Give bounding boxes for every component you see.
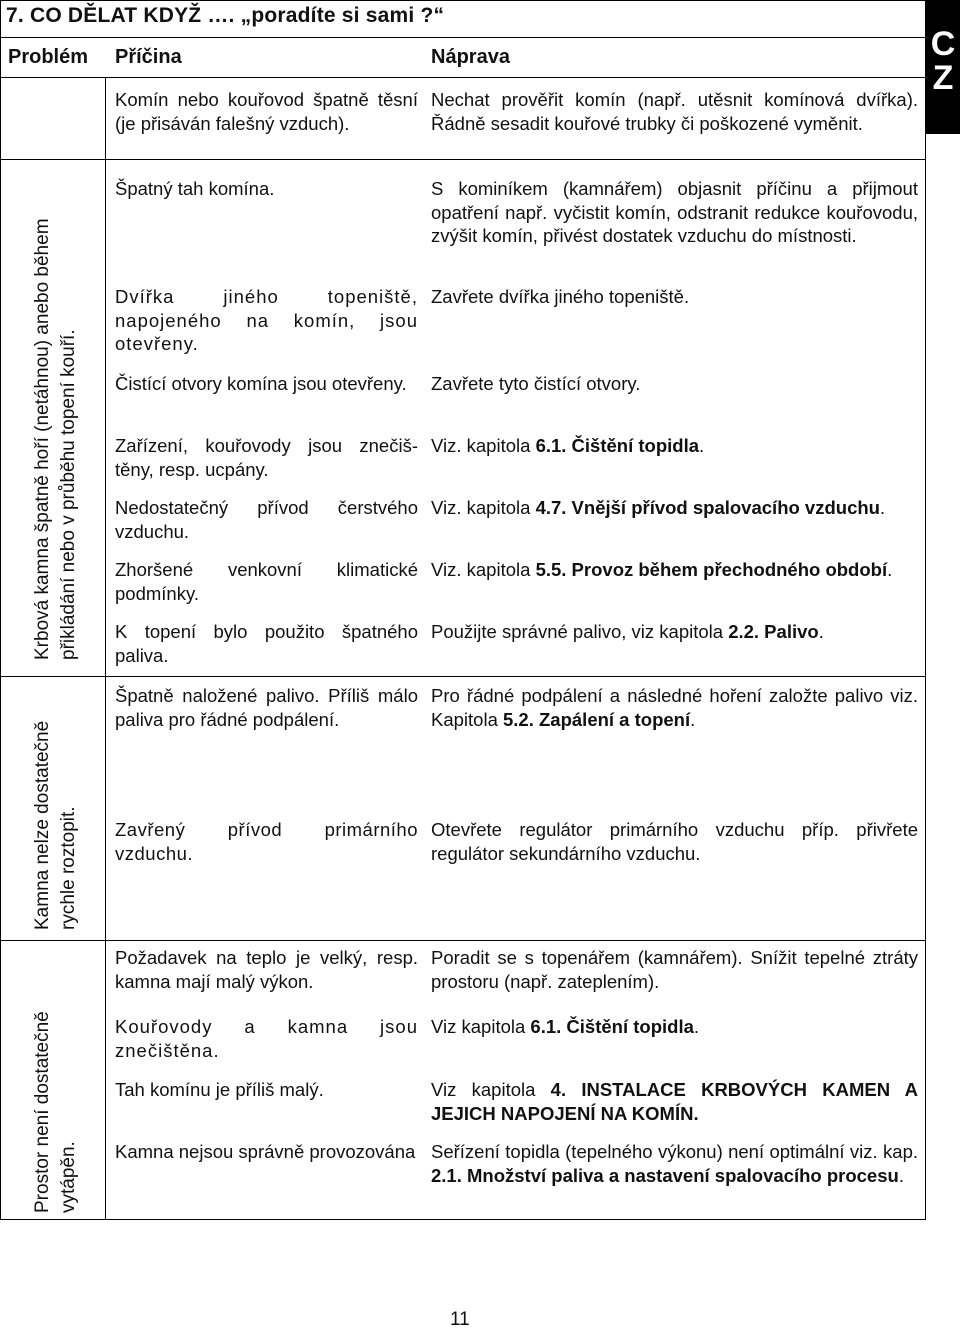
problem-group-line: přikládání nebo v průběhu topení kouří. <box>58 329 79 660</box>
cause-cell: Zařízení, kouřovody jsou znečiš-těny, resp. ucpány. <box>115 435 418 480</box>
remedy-cell <box>431 1140 918 1187</box>
remedy-reference: 2.1. Množství paliva a nastavení spalovacího procesu <box>431 1164 899 1186</box>
row-separator <box>105 676 926 677</box>
header-remedy: Náprava <box>431 46 510 68</box>
problem-group-line: Krbová kamna špatně hoří (netáhnou) anebo během <box>32 218 53 660</box>
remedy-text: . <box>887 559 893 580</box>
remedy-cell <box>431 434 918 458</box>
remedy-text: Otevřete regulátor primárního vzduchu příp. přivřete regulátor sekundárního vzduchu. <box>431 819 918 864</box>
remedy-text: Použijte správné palivo, viz kapitola <box>431 621 729 642</box>
remedy-cell <box>431 946 918 993</box>
cause-cell: Čistící otvory komína jsou otevřeny. <box>115 373 407 394</box>
page-title: 7. CO DĚLAT KDYŽ …. „poradíte si sami ?“ <box>6 4 445 27</box>
header-cause: Příčina <box>115 46 182 68</box>
remedy-text: Nechat prověřit komín (např. utěsnit komínová dvířka). Řádně sesadit kouřové trubky či poškozené vyměnit. <box>431 89 918 134</box>
remedy-text: Viz. kapitola <box>431 497 536 518</box>
remedy-cell <box>431 496 918 520</box>
remedy-reference: 2.2. Palivo <box>728 621 819 642</box>
title-separator <box>0 37 926 38</box>
remedy-text: Viz. kapitola <box>431 559 536 580</box>
problem-group-line: rychle roztopit. <box>58 806 79 930</box>
cause-cell: Kamna nejsou správně provozována <box>115 1141 416 1162</box>
header-separator <box>0 77 926 78</box>
remedy-cell <box>431 620 918 644</box>
remedy-text: . <box>879 497 886 518</box>
cause-cell: Špatný tah komína. <box>115 178 275 199</box>
remedy-text: Pro řádné podpálení a následné hoření založte palivo viz. Kapitola <box>431 685 918 730</box>
cause-cell: Zavřený přívod primárního vzduchu. <box>115 819 418 864</box>
cause-cell: Špatně naložené palivo. Příliš málo paliva pro řádné podpálení. <box>115 685 418 730</box>
remedy-text: S kominíkem (kamnářem) objasnit příčinu a přijmout opatření např. vyčistit komín, odstranit redukce kouřovodu, zvýšit komín, přivést dostatek vzduchu do místnosti. <box>431 178 918 246</box>
remedy-text: Zavřete tyto čistící otvory. <box>431 373 641 394</box>
cause-cell: Komín nebo kouřovod špatně těsní (je přisáván falešný vzduch). <box>115 89 418 134</box>
group-separator-2 <box>0 676 106 677</box>
remedy-text: Zavřete dvířka jiného topeniště. <box>431 286 690 307</box>
remedy-text: . <box>699 435 705 456</box>
remedy-cell <box>431 1015 918 1039</box>
language-tab-letter-2: Z <box>932 59 954 97</box>
cause-cell: K topení bylo použito špatného paliva. <box>115 621 418 666</box>
remedy-text: Seřízení topidla (tepelného výkonu) není optimální viz. kap. <box>431 1141 918 1162</box>
problem-group-insufficient-heat <box>30 985 82 1213</box>
remedy-cell <box>431 88 918 135</box>
remedy-reference: 6.1. Čištění topidla <box>530 1016 694 1037</box>
remedy-reference: 4.7. Vnější přívod spalovacího vzduchu <box>535 497 880 518</box>
remedy-cell <box>431 684 918 731</box>
cause-cell: Dvířka jiného topeniště, napojeného na komín, jsou otevřeny. <box>115 286 418 354</box>
remedy-reference: 5.5. Provoz během přechodného období <box>535 559 888 580</box>
remedy-text: Viz kapitola <box>431 1079 551 1100</box>
problem-group-smoking <box>30 175 82 660</box>
remedy-reference: 5.2. Zapálení a topení <box>503 708 691 730</box>
cause-cell: Kouřovody a kamna jsou znečištěna. <box>115 1016 418 1061</box>
remedy-cell <box>431 558 918 582</box>
problem-group-slow-heating <box>30 690 82 930</box>
remedy-cell <box>431 285 918 309</box>
remedy-text: Viz kapitola <box>431 1016 531 1037</box>
problem-group-line: Prostor není dostatečně <box>32 1011 53 1213</box>
frame-right-border <box>925 0 926 1220</box>
remedy-cell <box>431 818 918 865</box>
cause-cell: Nedostatečný přívod čerstvého vzduchu. <box>115 497 418 542</box>
cause-cell: Zhoršené venkovní klimatické podmínky. <box>115 559 418 604</box>
remedy-reference: 6.1. Čištění topidla <box>535 435 700 456</box>
group-separator-1 <box>0 159 106 160</box>
remedy-cell <box>431 1078 918 1125</box>
remedy-cell <box>431 372 918 396</box>
problem-group-line: vytápěn. <box>58 1141 79 1213</box>
remedy-text: . <box>690 708 696 730</box>
remedy-text: . <box>818 621 824 642</box>
cause-cell: Tah komínu je příliš malý. <box>115 1079 324 1100</box>
remedy-reference: 4. INSTALACE KRBOVÝCH KAMEN A JEJICH NAPOJENÍ NA KOMÍN. <box>431 1079 918 1124</box>
remedy-cell <box>431 177 918 248</box>
remedy-text: Viz. kapitola <box>431 435 536 456</box>
header-problem: Problém <box>8 46 89 68</box>
problem-group-line: Kamna nelze dostatečně <box>32 720 53 930</box>
group-separator-3 <box>0 940 106 941</box>
remedy-text: Poradit se s topenářem (kamnářem). Snížit tepelné ztráty prostoru (např. zateplením). <box>431 947 918 992</box>
frame-bottom-border <box>0 1219 926 1220</box>
language-tab-letter-1: C <box>930 25 956 63</box>
frame-top-border <box>0 0 926 1</box>
cause-cell: Požadavek na teplo je velký, resp. kamna mají malý výkon. <box>115 947 418 992</box>
page-number: 11 <box>450 1309 470 1330</box>
language-tab <box>926 0 960 134</box>
row-separator <box>105 940 926 941</box>
row-separator <box>105 159 926 160</box>
column-separator-problem <box>105 77 106 1220</box>
frame-left-border <box>0 0 1 1220</box>
remedy-text: . <box>898 1164 904 1186</box>
remedy-text: . <box>693 1016 700 1037</box>
